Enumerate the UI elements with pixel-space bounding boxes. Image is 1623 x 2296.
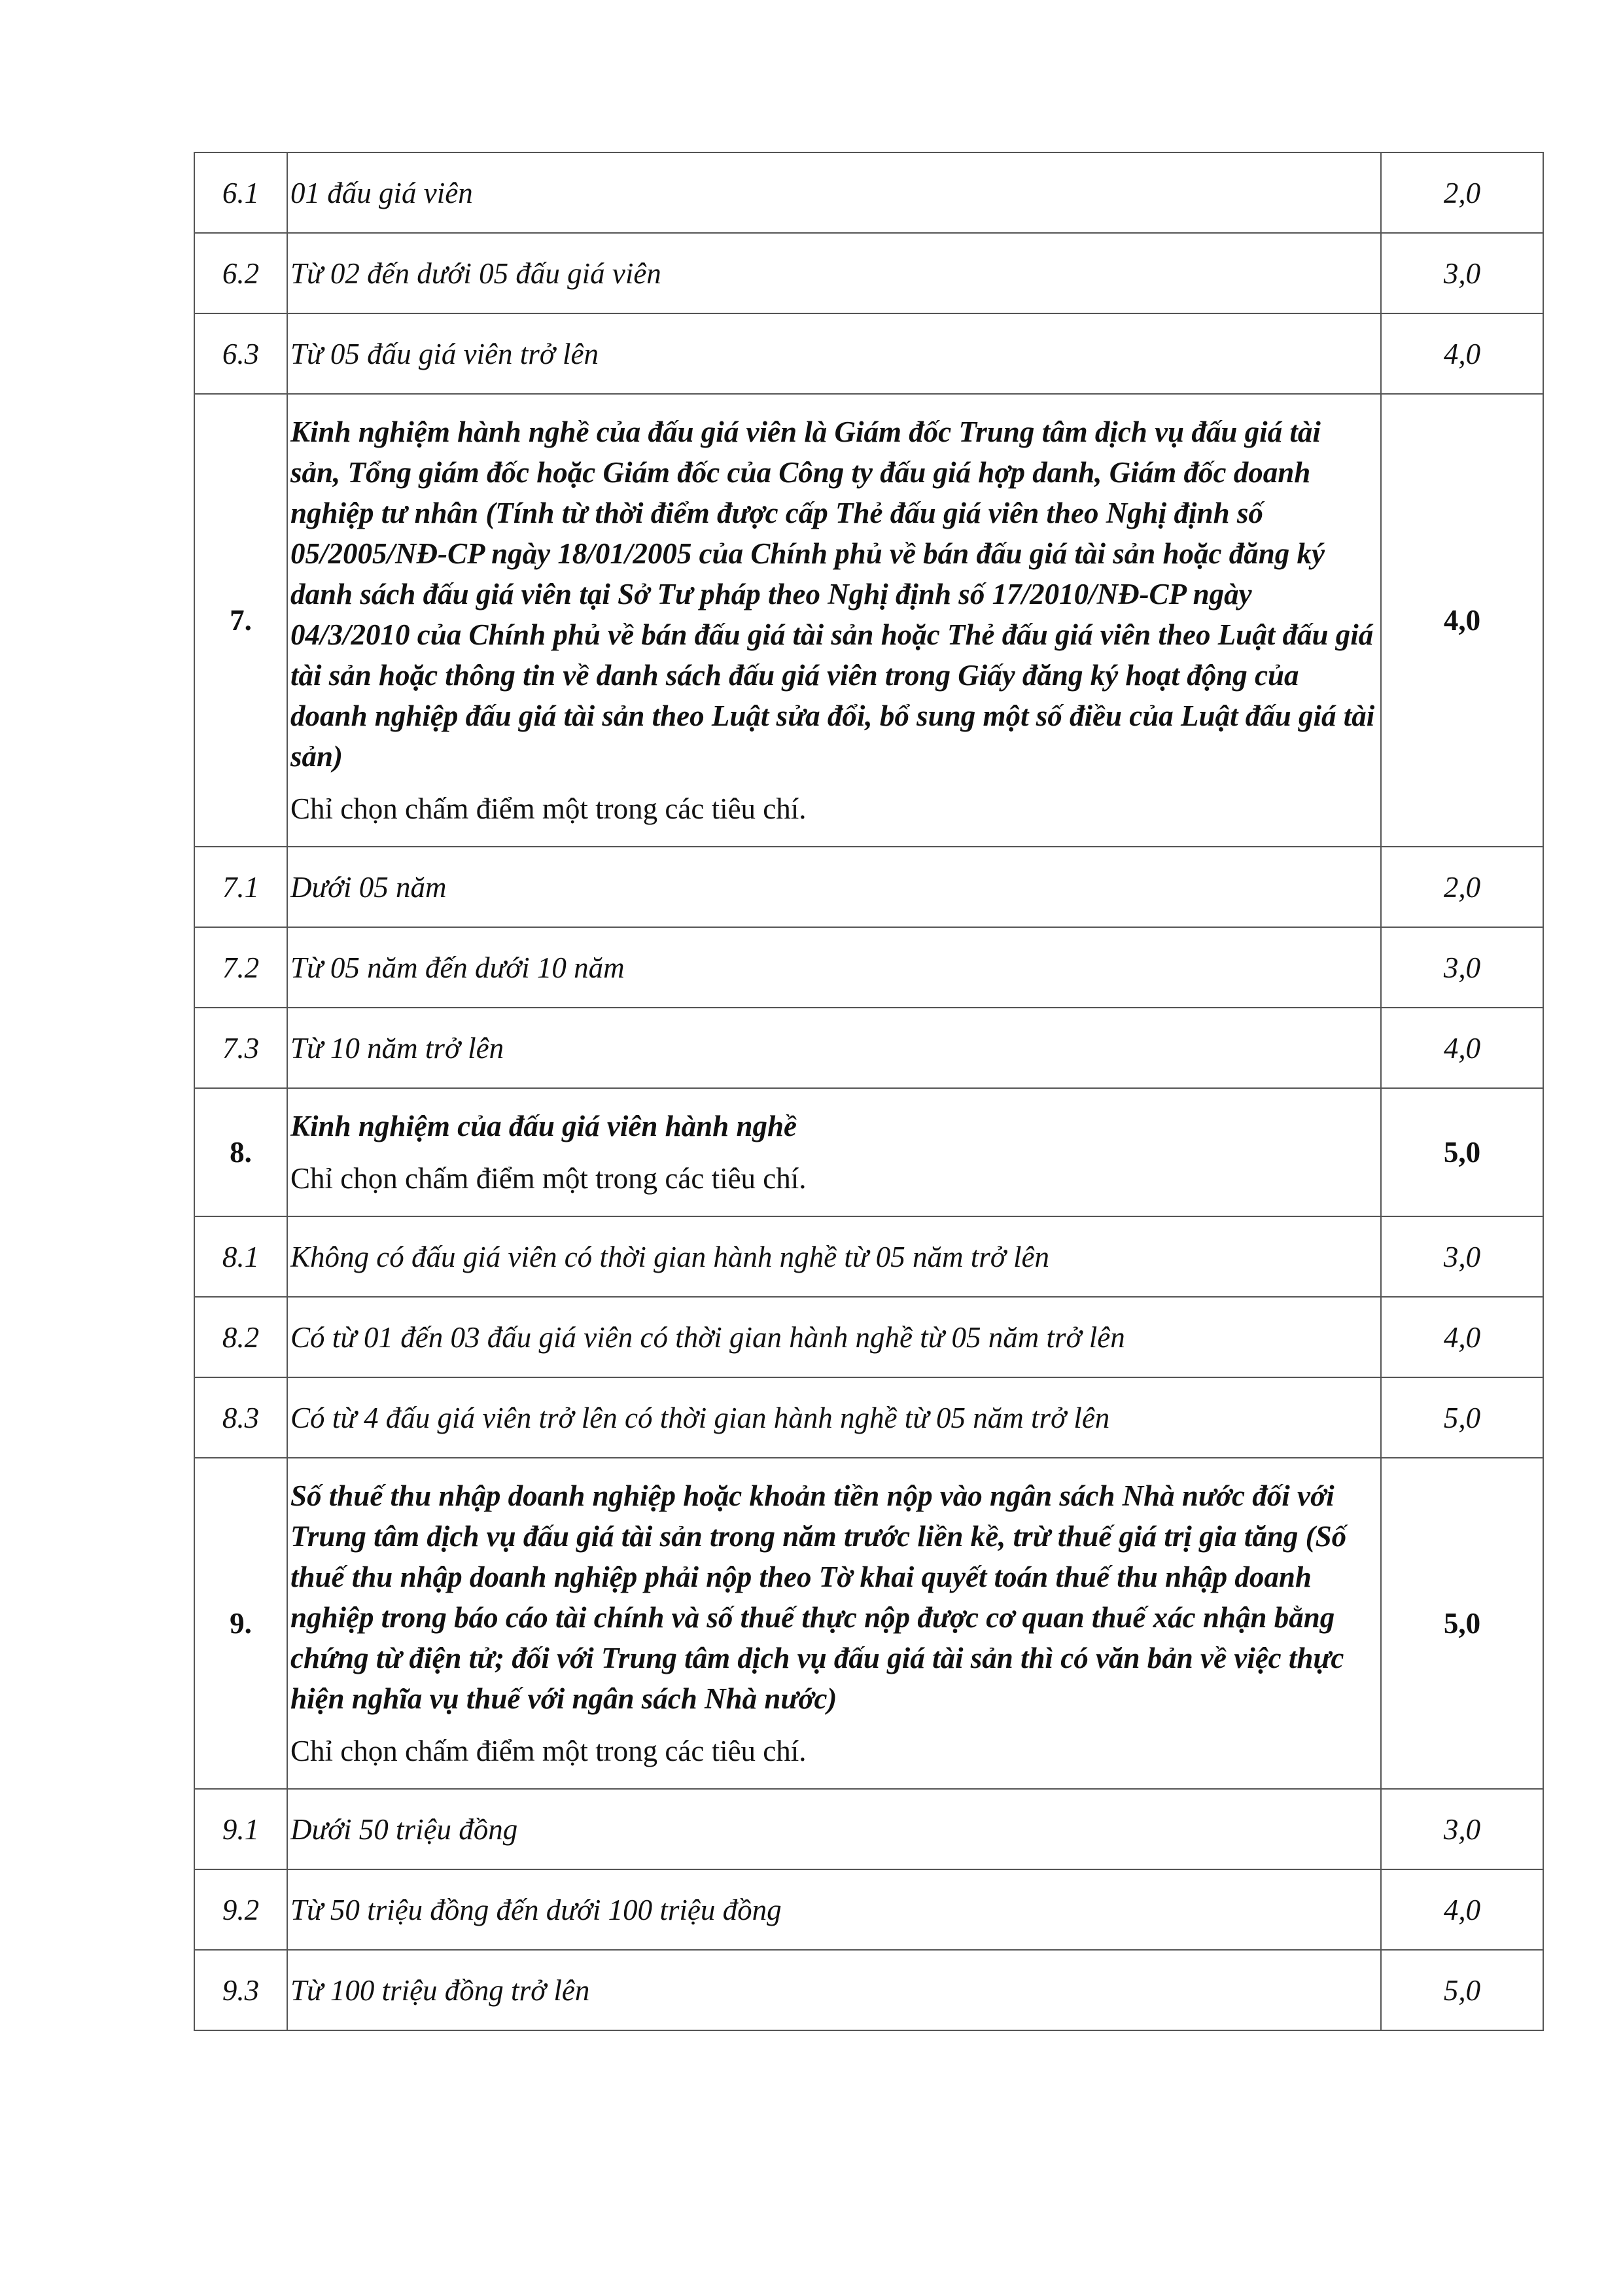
criterion-note: Chỉ chọn chấm điểm một trong các tiêu chí. (290, 1735, 807, 1767)
criterion-score: 3,0 (1381, 1216, 1543, 1297)
criterion-title: Kinh nghiệm của đấu giá viên hành nghề (290, 1110, 797, 1142)
criterion-text: Có từ 01 đến 03 đấu giá viên có thời gian hành nghề từ 05 năm trở lên (287, 1297, 1381, 1377)
table-row (194, 847, 1543, 927)
criterion-score: 4,0 (1381, 313, 1543, 394)
criterion-text: Dưới 05 năm (287, 847, 1381, 927)
table-row (194, 152, 1543, 233)
criterion-text: Từ 50 triệu đồng đến dưới 100 triệu đồng (287, 1869, 1381, 1950)
criterion-number: 8.2 (194, 1297, 287, 1377)
criterion-number: 8. (194, 1088, 287, 1216)
criterion-description (287, 1458, 1381, 1789)
criterion-number: 6.3 (194, 313, 287, 394)
table-row (194, 1297, 1543, 1377)
scoring-criteria-table (194, 152, 1544, 2031)
criterion-score: 4,0 (1381, 1297, 1543, 1377)
criterion-text: Từ 05 đấu giá viên trở lên (287, 313, 1381, 394)
criterion-score: 4,0 (1381, 1869, 1543, 1950)
criterion-description (287, 394, 1381, 847)
criterion-header-row (194, 394, 1543, 847)
criterion-text: Không có đấu giá viên có thời gian hành nghề từ 05 năm trở lên (287, 1216, 1381, 1297)
table-row (194, 1950, 1543, 2030)
criterion-title: Kinh nghiệm hành nghề của đấu giá viên là Giám đốc Trung tâm dịch vụ đấu giá tài sản, Tổng giám đốc hoặc Giám đốc của Công ty đấu giá hợp danh, Giám đốc doanh nghiệp tư nhân (Tính từ thời điểm được cấp Thẻ đấu giá viên theo Nghị định số 05/2005/NĐ-CP ngày 18/01/2005 của Chính phủ về bán đấu giá tài sản hoặc đăng ký danh sách đấu giá viên tại Sở Tư pháp theo Nghị định số 17/2010/NĐ-CP ngày 04/3/2010 của Chính phủ về bán đấu giá tài sản hoặc Thẻ đấu giá viên theo Luật đấu giá tài sản hoặc thông tin về danh sách đấu giá viên trong Giấy đăng ký hoạt động của doanh nghiệp đấu giá tài sản theo Luật sửa đổi, bổ sung một số điều của Luật đấu giá tài sản) (290, 415, 1375, 773)
criterion-text: Có từ 4 đấu giá viên trở lên có thời gian hành nghề từ 05 năm trở lên (287, 1377, 1381, 1458)
table-row (194, 1869, 1543, 1950)
criterion-number: 7.1 (194, 847, 287, 927)
criterion-number: 7.2 (194, 927, 287, 1008)
criterion-title: Số thuế thu nhập doanh nghiệp hoặc khoản tiền nộp vào ngân sách Nhà nước đối với Trung tâm dịch vụ đấu giá tài sản trong năm trước liền kề, trừ thuế giá trị gia tăng (Số thuế thu nhập doanh nghiệp phải nộp theo Tờ khai quyết toán thuế thu nhập doanh nghiệp trong báo cáo tài chính và số thuế thực nộp được cơ quan thuế xác nhận bằng chứng từ điện tử; đối với Trung tâm dịch vụ đấu giá tài sản thì có văn bản về việc thực hiện nghĩa vụ thuế với ngân sách Nhà nước) (290, 1479, 1347, 1715)
criterion-score: 4,0 (1381, 1008, 1543, 1088)
criterion-note: Chỉ chọn chấm điểm một trong các tiêu chí. (290, 792, 807, 825)
criterion-text: 01 đấu giá viên (287, 152, 1381, 233)
criterion-number: 7.3 (194, 1008, 287, 1088)
criterion-score: 5,0 (1381, 1377, 1543, 1458)
criterion-score: 2,0 (1381, 847, 1543, 927)
criterion-text: Dưới 50 triệu đồng (287, 1789, 1381, 1869)
criterion-note: Chỉ chọn chấm điểm một trong các tiêu chí. (290, 1162, 807, 1195)
criterion-number: 8.3 (194, 1377, 287, 1458)
criterion-text: Từ 05 năm đến dưới 10 năm (287, 927, 1381, 1008)
criterion-text: Từ 10 năm trở lên (287, 1008, 1381, 1088)
criterion-description (287, 1088, 1381, 1216)
criterion-number: 8.1 (194, 1216, 287, 1297)
table-row (194, 1216, 1543, 1297)
criterion-score: 3,0 (1381, 1789, 1543, 1869)
criterion-score: 5,0 (1381, 1458, 1543, 1789)
table-row (194, 1008, 1543, 1088)
criterion-score: 2,0 (1381, 152, 1543, 233)
criterion-number: 7. (194, 394, 287, 847)
criterion-number: 9.3 (194, 1950, 287, 2030)
criterion-text: Từ 100 triệu đồng trở lên (287, 1950, 1381, 2030)
criterion-header-row (194, 1458, 1543, 1789)
table-row (194, 1377, 1543, 1458)
criterion-score: 3,0 (1381, 233, 1543, 313)
table-row (194, 927, 1543, 1008)
criterion-score: 5,0 (1381, 1088, 1543, 1216)
criterion-number: 9.1 (194, 1789, 287, 1869)
criterion-score: 4,0 (1381, 394, 1543, 847)
table-row (194, 1789, 1543, 1869)
criterion-number: 6.1 (194, 152, 287, 233)
criterion-number: 9. (194, 1458, 287, 1789)
criterion-number: 6.2 (194, 233, 287, 313)
table-row (194, 233, 1543, 313)
criterion-header-row (194, 1088, 1543, 1216)
criterion-number: 9.2 (194, 1869, 287, 1950)
table-row (194, 313, 1543, 394)
criterion-text: Từ 02 đến dưới 05 đấu giá viên (287, 233, 1381, 313)
criterion-score: 3,0 (1381, 927, 1543, 1008)
criterion-score: 5,0 (1381, 1950, 1543, 2030)
